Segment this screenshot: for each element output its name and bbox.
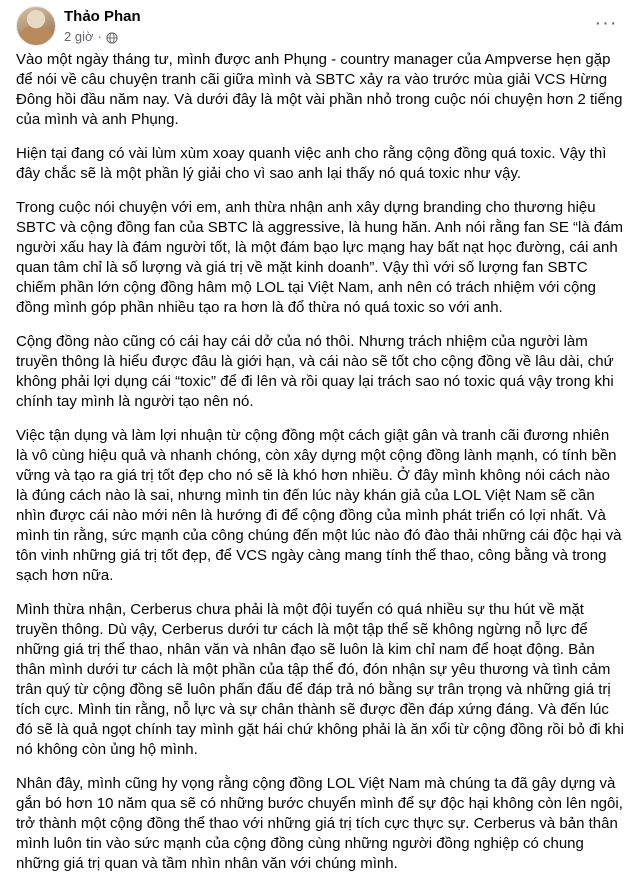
post-paragraph: Trong cuộc nói chuyện với em, anh thừa nhận anh xây dựng branding cho thương hiệu SBTC và cộng đồng fan của SBTC là aggressive, là hung hăn. Anh nói rằng fan SE “là đám người xấu hay là đám người tốt, là một đám bạo lực mạng hay bất nạt học đường, cái anh quan tâm chỉ là số lượng và giá trị về mặt kinh doanh”. Vậy thì với số lượng fan SBTC chiếm phần lớn cộng đồng hâm mộ LOL tại Việt Nam, anh nên có trách nhiệm với cộng đồng mình góp phần nhiều tạo ra hơn là đổ thừa nó quá toxic so với anh. <box>16 199 624 316</box>
post-paragraph: Việc tận dụng và làm lợi nhuận từ cộng đồng một cách giật gân và tranh cãi đương nhiên là vô cùng hiệu quả và nhanh chóng, còn xây dựng một cộng đồng lành mạnh, có tính bền vững và tạo ra giá trị tốt đẹp cho nó sẽ là khó hơn nhiều. Ở đây mình không nói cách nào là đúng cách nào là sai, nhưng mình tin đến lúc này khán giả của LOL Việt Nam sẽ cần nhìn được cái nào mới nên là hướng đi để cộng đồng của mình phát triển có lợi nhất. Và mình tin rằng, sức mạnh của công chúng đến một lúc nào đó đào thải những cái độc hại và tôn vinh những giá trị tốt đẹp, để VCS ngày càng mang tính thể thao, công bằng và trong sạch hơn nữa. <box>16 427 622 584</box>
post-subline <box>64 28 141 46</box>
post-paragraph: Hiện tại đang có vài lùm xùm xoay quanh việc anh cho rằng cộng đồng quá toxic. Vậy thì đây chắc sẽ là một phần lý giải cho vì sao anh lại thấy nó quá toxic như vậy. <box>16 145 607 182</box>
author-name[interactable]: Thảo Phan <box>64 8 141 25</box>
author-avatar[interactable] <box>16 6 56 46</box>
post-paragraph: Vào một ngày tháng tư, mình được anh Phụng - country manager của Ampverse hẹn gặp để nói về câu chuyện tranh cãi giữa mình và SBTC xảy ra vào trước mùa giải VCS Hừng Đông hồi đầu năm nay. Và dưới đây là một vài phần nhỏ trong cuộc nói chuyện hơn 2 tiếng của mình và anh Phụng. <box>16 51 623 128</box>
meta-separator: · <box>97 29 102 44</box>
post-paragraph: Cộng đồng nào cũng có cái hay cái dở của nó thôi. Nhưng trách nhiệm của người làm truyền thông là hiểu được đâu là giới hạn, và cái nào sẽ tốt cho cộng đồng về lâu dài, chứ không phải lợi dụng cái “toxic” để đi lên và rồi quay lại trách sao nó toxic quá vậy trong khi chính tay mình là người tạo nên nó. <box>16 333 614 410</box>
more-options-icon[interactable]: ··· <box>594 11 618 34</box>
post-header <box>16 0 624 50</box>
globe-icon[interactable] <box>106 31 118 43</box>
post-paragraph: Mình thừa nhận, Cerberus chưa phải là một đội tuyển có quá nhiều sự thu hút về mặt truyền thông. Dù vậy, Cerberus dưới tư cách là một tập thể sẽ không ngừng nỗ lực để những giá trị thể thao, nhân văn và nhân đạo sẽ luôn là kim chỉ nam để hoạt động. Bản thân mình dưới tư cách là một phần của tập thể đó, đón nhận sự yêu thương và tình cảm trân quý từ cộng đồng sẽ luôn phấn đấu để đáp trả nó bằng sự trân trọng và những giá trị tích cực. Mình tin rằng, nỗ lực và sự chân thành sẽ được đền đáp xứng đáng. Và đến lúc đó sẽ là quả ngọt chính tay mình gặt hái chứ không phải là ăn xổi từ cộng đồng rồi bỏ đi khi nó không còn ủng hộ mình. <box>16 601 624 758</box>
post-meta <box>64 8 141 46</box>
post-body <box>16 50 624 874</box>
post-paragraph: Nhân đây, mình cũng hy vọng rằng cộng đồng LOL Việt Nam mà chúng ta đã gây dựng và gắn bó hơn 10 năm qua sẽ có những bước chuyển mình để sự độc hại không còn lên ngôi, trở thành một cộng đồng thể thao với những giá trị tích cực thực sự. Cerberus và bản thân mình luôn tin vào sức mạnh của cộng đồng cùng những người đồng nghiệp có chung những giá trị quan và tầm nhìn nhân văn với chúng mình. <box>16 775 623 872</box>
post-timestamp[interactable]: 2 giờ <box>64 29 94 44</box>
